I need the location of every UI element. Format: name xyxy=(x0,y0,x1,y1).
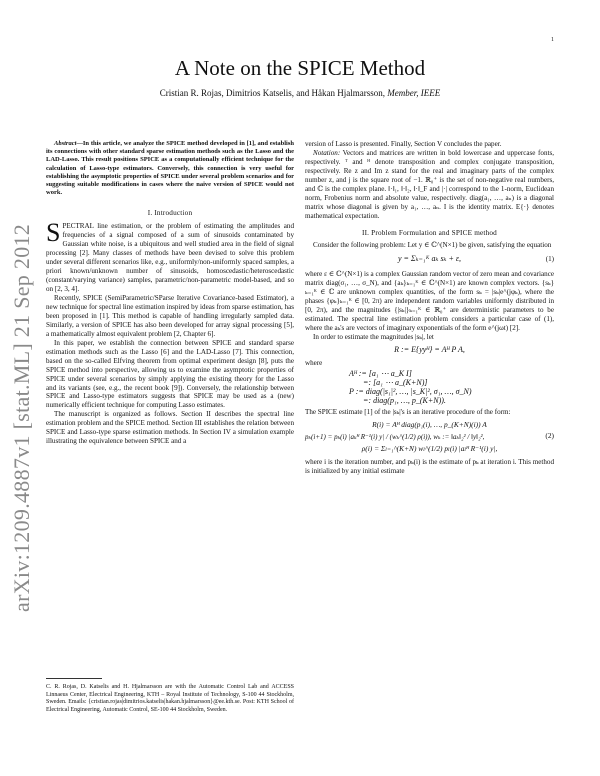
section-2-heading: II. Problem Formulation and SPICE method xyxy=(362,228,497,237)
notation-text: Vectors and matrices are written in bold lowercase and uppercase fonts, respectively. ᵀ and ᴴ denote transposition and complex conjugate transposition, respectively. Re z and Im z stand for the real and imaginary parts of the complex number z, and j is the square root of −1. ℝ₀⁺ is the set of non-negative real numbers, and ℂ is the complex plane. ‖·‖₁, ‖·‖₂, ‖·‖_F and |·| correspond to the 1-norm, Euclidean norm, Frobenius norm and absolute value, respectively. diag(a₁, …, aₙ) is a diagonal matrix whose diagonal is given by a₁, …, aₙ. I is the identity matrix. E{·} denotes mathematical expectation. xyxy=(305,148,554,220)
right-paragraph-6: where i is the iteration number, and pₖ(i) is the estimate of pₖ at iteration i. This method is initialized by any initial estimate xyxy=(305,457,554,475)
section-1-heading: I. Introduction xyxy=(147,209,193,218)
equation-2-block xyxy=(305,421,554,454)
right-column xyxy=(305,140,554,476)
abstract-text: —In this article, we analyze the SPICE method developed in [1], and establish its connections with other standard sparse estimation methods such as the Lasso and the LAD-Lasso. This result positions SPICE as a computationally efficient technique for the calculation of Lasso-type estimators. Conversely, this connection is very useful for establishing the asymptotic properties of SPICE under several problem scenarios and for suggesting suitable modifications in cases where the naive version of SPICE would not work. xyxy=(46,140,294,197)
footnote-rule xyxy=(46,678,102,679)
author-membership: Member, IEEE xyxy=(387,88,441,98)
author-names: Cristian R. Rojas, Dimitrios Katselis, and Håkan Hjalmarsson, xyxy=(159,88,388,98)
right-paragraph-2: Consider the following problem: Let y ∈ ℂ^(N×1) be given, satisfying the equation xyxy=(313,240,552,249)
equation-R-iteration: R(i) = Aᴴ diag(p₁(i), …, p_(K+N)(i)) A xyxy=(372,419,487,429)
intro-paragraph-1-text: PECTRAL line estimation, or the problem of estimating the amplitudes and frequencies of a signal composed of a sum of sinusoids contaminated by Gaussian white noise, is a ubiquitous and well studied area in the field of signal processing [2]. Many classes of methods have been devised to solve this problem under several different scenarios like, e.g., uniformly/non-uniformly spaced samples, a priori known/unknown number of sinusoids, homoscedastic/heteroscedastic (constant/varying variance) samples, parametric/non-parametric model-based, and so on [2, 3, 4]. xyxy=(46,222,294,294)
equation-1-body: y = Σₖ₌₁ᴷ aₖ sₖ + ε, xyxy=(397,254,462,264)
equation-covariance-body: R := E{yyᴴ} = Aᴴ P A, xyxy=(394,345,465,355)
equation-P-definition: P := diag(|s₁|², …, |s_K|², σ₁, …, σ_N) xyxy=(349,386,472,396)
notation-paragraph xyxy=(305,149,554,221)
intro-paragraph-2: Recently, SPICE (SemiParametric/SParse Iterative Covariance-based Estimator), a new technique for spectral line estimation inspired by ideas from sparse estimation, has been proposed in [1]. This method is capable of handling irregularly sampled data. Similarly, a version of SPICE has also been developed for array signal processing [5], a mathematically almost equivalent problem [2, Chapter 6]. xyxy=(46,294,295,338)
notation-label: Notation: xyxy=(313,148,341,157)
left-column xyxy=(46,140,294,446)
intro-paragraph-4: The manuscript is organized as follows. Section II describes the spectral line estimation problem and the SPICE method. Section III establishes the relation between SPICE and Lasso-type sparse estimation methods. In Section IV a simulation example illustrating the equivalence between SPICE and a xyxy=(46,410,294,446)
intro-paragraph-3: In this paper, we establish the connection between SPICE and standard sparse estimation methods such as the Lasso [6] and the LAD-Lasso [7]. This connection, based on the so-called Elfving theorem from optimal experiment design [8], puts the SPICE method into perspective, allowing us to examine the asymptotic properties of SPICE under several scenarios by simply applying the existing theory for the Lasso and its variants (see, e.g., the recent book [9]). Conversely, the relationship between SPICE and Lasso-type estimators suggests that SPICE may be used as a (new) numerically efficient technique for computing Lasso estimates. xyxy=(46,338,294,410)
equation-1 xyxy=(305,255,554,264)
equation-p-update: pₖ(i+1) = pₖ(i) |aₖᴴ R⁻¹(i) y| / (wₖ^(1/2) ρ(i)), wₖ := ‖aₖ‖₂² / ‖y‖₂², xyxy=(305,432,485,441)
author-list xyxy=(0,88,600,98)
arxiv-identifier: arXiv:1209.4887v1 [stat.ML] 21 Sep 2012 xyxy=(9,223,34,612)
where-label-1: where xyxy=(305,359,323,368)
right-paragraph-3: where ε ∈ ℂ^(N×1) is a complex Gaussian random vector of zero mean and covariance matrix diag(σ₁, …, σ_N), and {aₖ}ₖ₌₁ᴷ ∈ ℂ^(N×1) are known complex vectors. {sₖ}ₖ₌₁ᴷ ∈ ℂ are unknown complex quantities, of the form sₖ = |sₖ|e^(jφₖ), where the phases {φₖ}ₖ₌₁ᴷ ∈ [0, 2π) are independent random variables uniformly distributed in [0, 2π), and the magnitudes {|sₖ|}ₖ₌₁ᴷ ∈ ℝ₀⁺ are deterministic parameters to be estimated. The spectral line estimation problem considers a particular case of (1), where the aₖ's are vectors of imaginary exponentials of the form e^(jωt) [2]. xyxy=(305,270,554,333)
right-paragraph-1: version of Lasso is presented. Finally, Section V concludes the paper. xyxy=(305,140,502,148)
equation-1-number: (1) xyxy=(545,255,554,264)
page-number: 1 xyxy=(551,37,554,43)
equation-covariance xyxy=(305,346,554,355)
paper-title: A Note on the SPICE Method xyxy=(174,56,426,80)
abstract xyxy=(46,140,294,197)
right-paragraph-5: The SPICE estimate [1] of the |sₖ|'s is an iterative procedure of the form: xyxy=(305,407,511,416)
equation-2-number: (2) xyxy=(545,430,554,440)
intro-paragraph-1 xyxy=(46,218,294,294)
abstract-label: Abstract xyxy=(54,140,77,147)
equation-block-definitions xyxy=(305,370,554,406)
footnote: C. R. Rojas, D. Katselis and H. Hjalmarsson are with the Automatic Control Lab and ACCESS Linnaeus Center, Electrical Engineering, KTH – Royal Institute of Technology, S-100 44 Stockholm, Sweden. Emails: {cristian.rojas|dimitrios.katselis|hakan.hjalmarsson}@ee.kth.se. Post: KTH School of Electrical Engineering, Automatic Control, SE-100 44 Stockholm, Sweden. xyxy=(46,684,294,713)
right-paragraph-4: In order to estimate the magnitudes |sₖ|, let xyxy=(313,333,434,342)
equation-A-columns: =: [a₁ ⋯ a_(K+N)] xyxy=(363,377,428,387)
equation-A-definition: Aᴴ := [a₁ ⋯ a_K I] xyxy=(349,368,412,378)
drop-cap: S xyxy=(46,218,61,248)
equation-P-columns: =: diag(p₁, …, p_(K+N)). xyxy=(363,395,446,405)
equation-rho: ρ(i) = Σₗ₌₁^(K+N) wₗ^(1/2) pₗ(i) |aₗᴴ R⁻¹(i) y|, xyxy=(361,443,498,453)
